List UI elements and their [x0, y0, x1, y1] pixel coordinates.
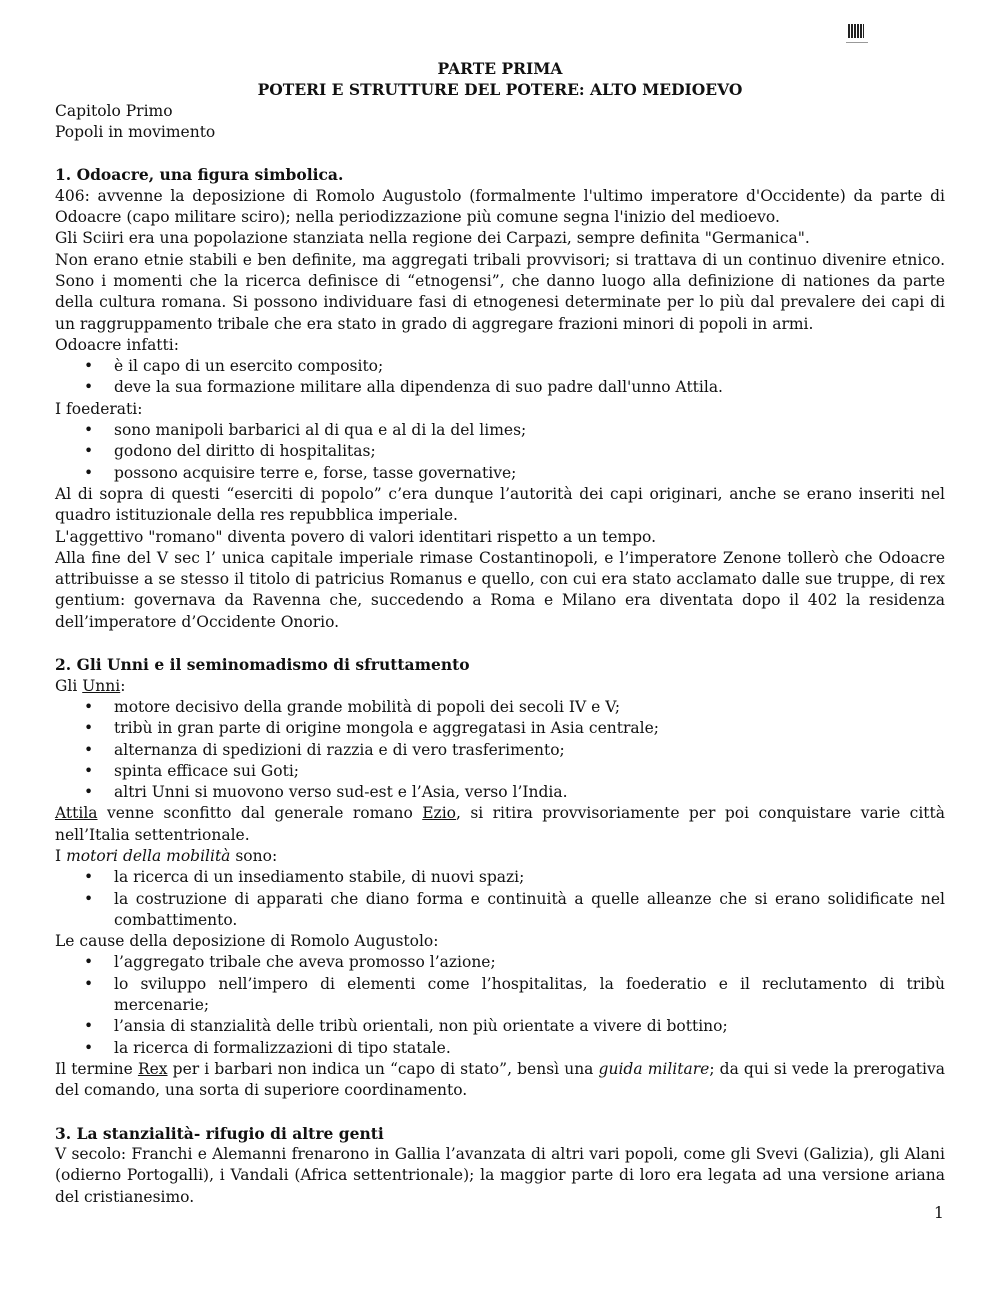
list-item: • sono manipoli barbarici al di qua e al di la del limes; [114, 420, 945, 441]
paragraph: Alla fine del V sec l’ unica capitale imperiale rimase Costantinopoli, e l’imperatore Zenone tollerò che Odoacre attribuisse a se stesso il titolo di patricius Romanus e quello, con cui era stato acclamato dalle sue truppe, di rex gentium: governava da Ravenna che, succedendo a Roma e Milano era diventata dopo il 402 la residenza dell’imperatore d’Occidente Onorio. [55, 548, 945, 631]
paragraph: L'aggettivo "romano" diventa povero di valori identitari rispetto a un tempo. [55, 527, 657, 546]
chapter-label: Capitolo Primo [55, 101, 173, 120]
section-1-heading: 1. Odoacre, una figura simbolica. [55, 165, 344, 185]
list-item: • la ricerca di un insediamento stabile, di nuovi spazi; [114, 867, 945, 888]
bullet-list [55, 952, 945, 1058]
paragraph: 406: avvenne la deposizione di Romolo Augustolo (formalmente l'ultimo imperatore d'Occidente) da parte di Odoacre (capo militare sciro); nella periodizzazione più comune segna l'inizio del medioevo. [55, 186, 945, 227]
list-item: • spinta efficace sui Goti; [114, 761, 945, 782]
list-item: • godono del diritto di hospitalitas; [114, 441, 945, 462]
bullet-list [55, 697, 945, 803]
page-number: 1 [934, 1204, 944, 1222]
list-item: • l’aggregato tribale che aveva promosso l’azione; [114, 952, 945, 973]
paragraph: I motori della mobilità sono: [55, 846, 278, 865]
paragraph: Le cause della deposizione di Romolo Augustolo: [55, 932, 439, 951]
paragraph: I foederati: [55, 399, 143, 418]
list-item: • la costruzione di apparati che diano forma e continuità a quelle alleanze che si erano solidificate nel combattimento. [114, 889, 945, 932]
section-3-heading: 3. La stanzialità- rifugio di altre genti [55, 1123, 384, 1143]
part-title: PARTE PRIMA [437, 59, 563, 78]
paragraph: Gli Sciiri era una popolazione stanziata nella regione dei Carpazi, sempre definita "Germanica". [55, 229, 810, 248]
underlined-term: Attila [55, 804, 98, 823]
paragraph: Attila venne sconfitto dal generale romano Ezio, si ritira provvisoriamente per poi conquistare varie città nell’Italia settentrionale. [55, 804, 945, 844]
list-item: • deve la sua formazione militare alla dipendenza di suo padre dall'unno Attila. [114, 377, 945, 398]
paragraph: Gli Unni: [55, 676, 126, 695]
list-item: • tribù in gran parte di origine mongola e aggregatasi in Asia centrale; [114, 718, 945, 739]
list-item: • lo sviluppo nell’impero di elementi come l’hospitalitas, la foederatio e il reclutamento di tribù mercenarie; [114, 974, 945, 1017]
document-page [55, 0, 945, 1294]
chapter-title: Popoli in movimento [55, 122, 216, 141]
italic-term: guida militare [598, 1059, 710, 1078]
underlined-term: Unni [82, 676, 121, 695]
underlined-term: Ezio [422, 804, 457, 823]
paragraph: Il termine Rex per i barbari non indica un “capo di stato”, bensì una guida militare; da qui si vede la prerogativa del comando, una sorta di superiore coordinamento. [55, 1059, 945, 1100]
list-item: • la ricerca di formalizzazioni di tipo statale. [114, 1038, 945, 1059]
bullet-list [55, 356, 945, 399]
paragraph: Non erano etnie stabili e ben definite, ma aggregati tribali provvisori; si trattava di un continuo divenire etnico. Sono i momenti che la ricerca definisce di “etnogensi”, che danno luogo alla definizione di nationes da parte della cultura romana. Si possono individuare fasi di etnogenesi determinate per lo più dal prevalere dei capi di un raggruppamento tribale che era stato in grado di aggregare frazioni minori di popoli in armi. [55, 250, 945, 333]
list-item: • è il capo di un esercito composito; [114, 356, 945, 377]
document-body [55, 58, 945, 1208]
bullet-list [55, 420, 945, 484]
underlined-term: Rex [137, 1059, 168, 1078]
list-item: • possono acquisire terre e, forse, tasse governative; [114, 463, 945, 484]
paragraph: Al di sopra di questi “eserciti di popolo” c’era dunque l’autorità dei capi originari, anche se erano inseriti nel quadro istituzionale della res repubblica imperiale. [55, 484, 945, 525]
list-item: • altri Unni si muovono verso sud-est e l’Asia, verso l’India. [114, 782, 945, 803]
italic-term: motori della mobilità [66, 846, 231, 865]
bullet-list [55, 867, 945, 931]
list-item: • motore decisivo della grande mobilità di popoli dei secoli IV e V; [114, 697, 945, 718]
section-2-heading: 2. Gli Unni e il seminomadismo di sfruttamento [55, 655, 470, 675]
list-item: • alternanza di spedizioni di razzia e di vero trasferimento; [114, 740, 945, 761]
paragraph: Odoacre infatti: [55, 335, 179, 354]
paragraph: V secolo: Franchi e Alemanni frenarono in Gallia l’avanzata di altri vari popoli, come gli Svevi (Galizia), gli Alani (odierno Portogalli), i Vandali (Africa settentrionale); la maggior parte di loro era legata ad una versione ariana del cristianesimo. [55, 1145, 945, 1206]
list-item: • l’ansia di stanzialità delle tribù orientali, non più orientate a vivere di bottino; [114, 1016, 945, 1037]
part-subtitle: POTERI E STRUTTURE DEL POTERE: ALTO MEDIOEVO [257, 80, 743, 100]
